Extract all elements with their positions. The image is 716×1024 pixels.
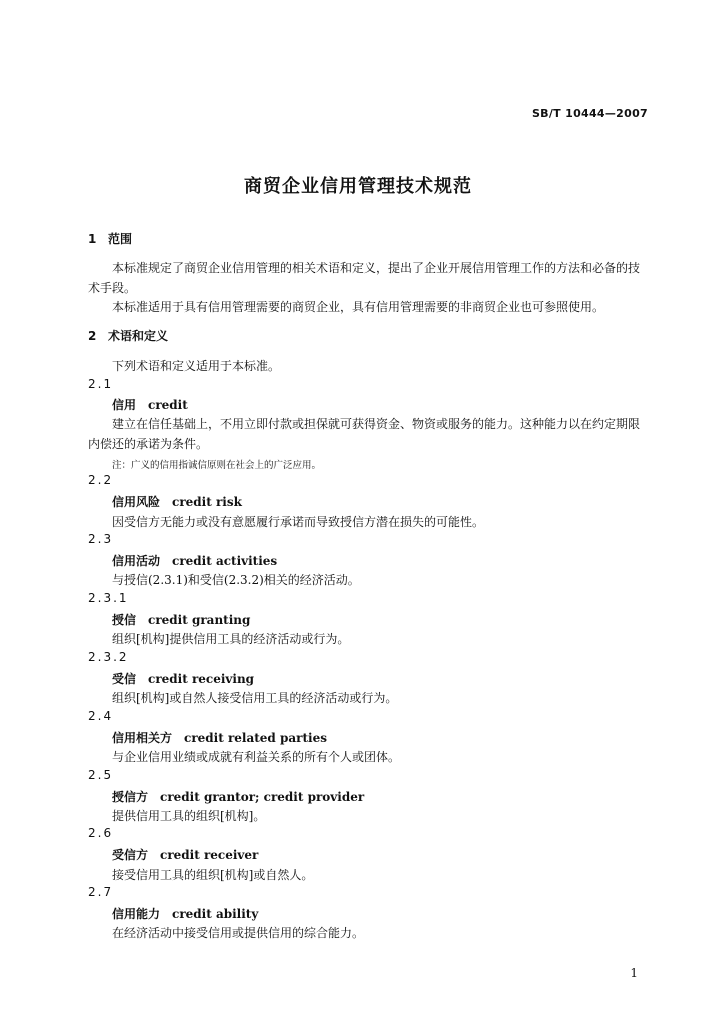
term-definition: 组织[机构]提供信用工具的经济活动或行为。 [112, 632, 350, 646]
term-definition: 组织[机构]或自然人接受信用工具的经济活动或行为。 [112, 691, 398, 705]
term-en: credit receiver [160, 848, 259, 862]
term-en: credit ability [172, 907, 259, 921]
term-en: credit [148, 398, 188, 412]
term-zh: 信用 [112, 398, 137, 412]
term-heading [112, 396, 188, 413]
term-heading [112, 611, 250, 628]
section-number: 2 [88, 329, 97, 343]
term-number: 2.4 [88, 709, 114, 723]
term-en: credit related parties [184, 731, 327, 745]
term-zh: 授信 [112, 613, 137, 627]
page-number: 1 [630, 966, 638, 980]
term-en: credit activities [172, 554, 278, 568]
section-title: 术语和定义 [108, 329, 169, 343]
term-heading [112, 670, 254, 687]
term-number: 2.2 [88, 473, 114, 487]
term-heading [112, 846, 258, 863]
standard-code: SB/T 10444—2007 [531, 107, 648, 120]
term-heading [112, 788, 364, 805]
term-note: 注：广义的信用指诚信原则在社会上的广泛应用。 [112, 460, 322, 471]
section-1-heading [88, 230, 132, 247]
term-number: 2.3.2 [88, 650, 129, 664]
section-title: 范围 [108, 232, 133, 246]
term-definition: 提供信用工具的组织[机构]。 [112, 809, 266, 823]
term-number: 2.1 [88, 377, 114, 391]
term-en: credit risk [172, 495, 242, 509]
scope-paragraph-1: 本标准规定了商贸企业信用管理的相关术语和定义，提出了企业开展信用管理工作的方法和必备的技术手段。 [88, 261, 641, 295]
terms-intro: 下列术语和定义适用于本标准。 [112, 359, 281, 373]
term-zh: 信用活动 [112, 554, 161, 568]
term-number: 2.7 [88, 885, 114, 899]
document-title: 商贸企业信用管理技术规范 [244, 176, 472, 197]
section-2-heading [88, 327, 168, 344]
term-heading [112, 729, 327, 746]
term-zh: 授信方 [112, 790, 149, 804]
term-definition: 与企业信用业绩或成就有利益关系的所有个人或团体。 [112, 750, 401, 764]
term-heading [112, 552, 277, 569]
term-definition: 建立在信任基础上，不用立即付款或担保就可获得资金、物资或服务的能力。这种能力以在约定期限内偿还的承诺为条件。 [88, 417, 641, 451]
term-zh: 受信 [112, 672, 137, 686]
term-definition: 接受信用工具的组织[机构]或自然人。 [112, 868, 314, 882]
term-number: 2.6 [88, 826, 114, 840]
term-zh: 信用能力 [112, 907, 161, 921]
term-heading [112, 493, 242, 510]
term-en: credit receiving [148, 672, 255, 686]
section-number: 1 [88, 232, 97, 246]
term-zh: 信用风险 [112, 495, 161, 509]
term-heading [112, 905, 258, 922]
term-definition: 因受信方无能力或没有意愿履行承诺而导致授信方潜在损失的可能性。 [112, 515, 485, 529]
term-en: credit granting [148, 613, 251, 627]
term-definition: 在经济活动中接受信用或提供信用的综合能力。 [112, 926, 365, 940]
term-number: 2.3.1 [88, 591, 129, 605]
term-number: 2.5 [88, 768, 114, 782]
term-number: 2.3 [88, 532, 114, 546]
term-en: credit grantor; credit provider [160, 790, 365, 804]
term-definition: 与授信(2.3.1)和受信(2.3.2)相关的经济活动。 [112, 573, 360, 587]
term-zh: 受信方 [112, 848, 149, 862]
term-zh: 信用相关方 [112, 731, 173, 745]
scope-paragraph-2: 本标准适用于具有信用管理需要的商贸企业，具有信用管理需要的非商贸企业也可参照使用。 [112, 300, 605, 314]
